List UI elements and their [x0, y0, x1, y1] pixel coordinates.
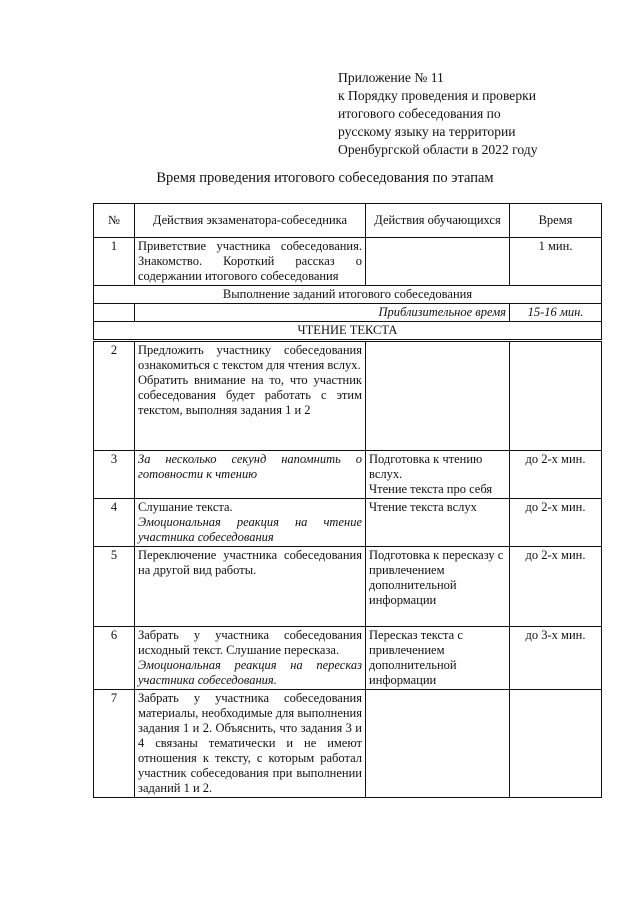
- section-row-reading: [94, 322, 602, 341]
- header-student-actions: Действия обучающихся: [366, 204, 510, 238]
- student-action: Пересказ текста с привлечением дополнительной информации: [366, 627, 510, 690]
- time-value: [510, 690, 602, 798]
- row-number: 6: [94, 627, 135, 690]
- table-row: [94, 690, 602, 798]
- examiner-action: Переключение участника собеседования на другой вид работы.: [135, 547, 366, 627]
- appendix-line-4: русскому языку на территории: [338, 124, 516, 139]
- row-number: 5: [94, 547, 135, 627]
- student-action-part: Подготовка к чтению вслух.: [369, 452, 483, 481]
- header-examiner-actions: Действия экзаменатора-собеседника: [135, 204, 366, 238]
- student-action: [366, 238, 510, 286]
- student-action: Подготовка к пересказу с привлечением дополнительной информации: [366, 547, 510, 627]
- table-row: [94, 238, 602, 286]
- row-number: 2: [94, 341, 135, 451]
- row-number: 3: [94, 451, 135, 499]
- examiner-action: [135, 499, 366, 547]
- approx-time-value: 15-16 мин.: [510, 304, 602, 322]
- table-row: [94, 627, 602, 690]
- examiner-action-part: Эмоциональная реакция на пересказ участника собеседования.: [138, 658, 362, 687]
- examiner-action-part: Забрать у участника собеседования исходный текст. Слушание пересказа.: [138, 628, 362, 657]
- time-value: до 3-х мин.: [510, 627, 602, 690]
- time-value: до 2-х мин.: [510, 451, 602, 499]
- row-number: 7: [94, 690, 135, 798]
- student-action: Чтение текста вслух: [366, 499, 510, 547]
- appendix-line-5: Оренбургской области в 2022 году: [338, 142, 538, 157]
- table-row: [94, 547, 602, 627]
- student-action: [366, 341, 510, 451]
- section-row-tasks: [94, 286, 602, 304]
- table-row: [94, 499, 602, 547]
- table-header-row: [94, 204, 602, 238]
- empty-cell: [94, 304, 135, 322]
- table-row: [94, 451, 602, 499]
- section-heading-reading: ЧТЕНИЕ ТЕКСТА: [94, 322, 602, 341]
- time-value: до 2-х мин.: [510, 499, 602, 547]
- examiner-action-part: Предложить участнику собеседования ознакомиться с текстом для чтения вслух.: [138, 343, 362, 372]
- row-number: 1: [94, 238, 135, 286]
- row-number: 4: [94, 499, 135, 547]
- header-time: Время: [510, 204, 602, 238]
- examiner-action: Приветствие участника собеседования. Знакомство. Короткий рассказ о содержании итогового собеседования: [135, 238, 366, 286]
- document-title: Время проведения итогового собеседования по этапам: [156, 170, 494, 186]
- examiner-action-part: Эмоциональная реакция на чтение участника собеседования: [138, 515, 362, 544]
- section-heading-tasks: Выполнение заданий итогового собеседования: [94, 286, 602, 304]
- examiner-action: [135, 341, 366, 451]
- examiner-action-part: Обратить внимание на то, что участник собеседования будет работать с этим текстом, выполняя задания 1 и 2: [138, 373, 362, 417]
- time-value: 1 мин.: [510, 238, 602, 286]
- time-value: [510, 341, 602, 451]
- schedule-table: [93, 203, 602, 798]
- approx-time-row: [94, 304, 602, 322]
- examiner-action: Забрать у участника собеседования материалы, необходимые для выполнения задания 1 и 2. Объяснить, что задания 3 и 4 связаны тематически и не имеют отношения к тексту, с которым работал участник собеседования при выполнении заданий 1 и 2.: [135, 690, 366, 798]
- approx-time-label: Приблизительное время: [135, 304, 510, 322]
- student-action: [366, 690, 510, 798]
- appendix-line-1: Приложение № 11: [338, 70, 444, 85]
- examiner-action-part: Слушание текста.: [138, 500, 233, 514]
- examiner-action: [135, 627, 366, 690]
- examiner-action: За несколько секунд напомнить о готовности к чтению: [135, 451, 366, 499]
- appendix-line-2: к Порядку проведения и проверки: [338, 88, 536, 103]
- time-value: до 2-х мин.: [510, 547, 602, 627]
- appendix-note: [338, 69, 628, 159]
- table-row: [94, 341, 602, 451]
- student-action-part: Чтение текста про себя: [369, 482, 493, 496]
- student-action: [366, 451, 510, 499]
- header-number: №: [94, 204, 135, 238]
- appendix-line-3: итогового собеседования по: [338, 106, 501, 121]
